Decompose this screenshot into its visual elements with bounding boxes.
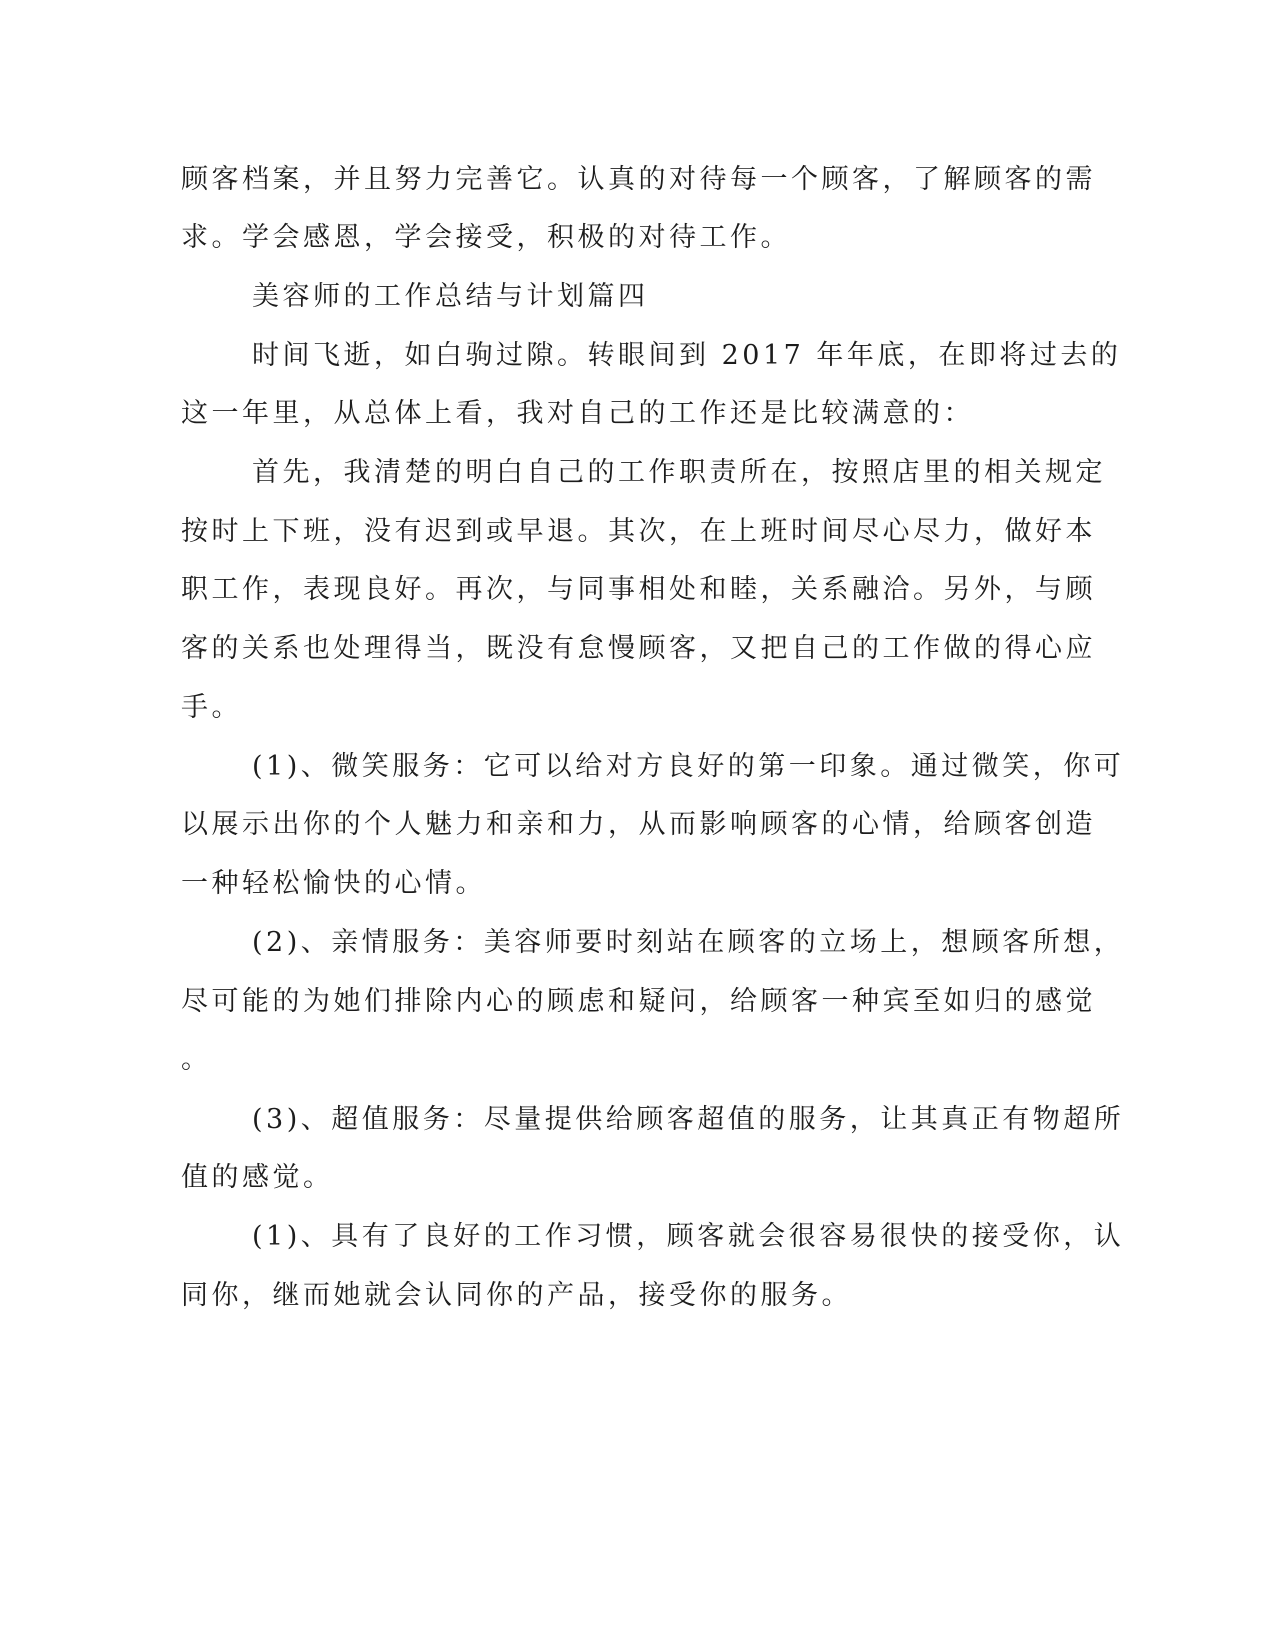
text-line: 值的感觉。 [181,1162,334,1193]
list-item: (3)、超值服务：尽量提供给顾客超值的服务，让其真正有物超所 [252,1104,1125,1135]
section-heading: 美容师的工作总结与计划篇四 [252,281,649,312]
list-item: (1)、微笑服务：它可以给对方良好的第一印象。通过微笑，你可 [252,751,1125,782]
text-line: 同你，继而她就会认同你的产品，接受你的服务。 [181,1280,852,1311]
text-line: 客的关系也处理得当，既没有怠慢顾客，又把自己的工作做的得心应 [181,633,1096,664]
text-line: 以展示出你的个人魅力和亲和力，从而影响顾客的心情，给顾客创造 [181,809,1096,840]
text-line: 时间飞逝，如白驹过隙。转眼间到 2017 年年底，在即将过去的 [252,340,1122,371]
text-line: 这一年里，从总体上看，我对自己的工作还是比较满意的： [181,398,974,429]
text-line: 首先，我清楚的明白自己的工作职责所在，按照店里的相关规定 [252,457,1106,488]
text-line: 顾客档案，并且努力完善它。认真的对待每一个顾客，了解顾客的需 [181,164,1096,195]
text-line: 尽可能的为她们排除内心的顾虑和疑问，给顾客一种宾至如归的感觉 [181,986,1096,1017]
list-item: (2)、亲情服务：美容师要时刻站在顾客的立场上，想顾客所想， [252,927,1125,958]
text-line: 手。 [181,692,242,723]
text-line: 一种轻松愉快的心情。 [181,868,486,899]
text-line: 职工作，表现良好。再次，与同事相处和睦，关系融洽。另外，与顾 [181,574,1096,605]
text-line: 按时上下班，没有迟到或早退。其次，在上班时间尽心尽力，做好本 [181,516,1096,547]
list-item: (1)、具有了良好的工作习惯，顾客就会很容易很快的接受你，认 [252,1221,1125,1252]
text-line: 求。学会感恩，学会接受，积极的对待工作。 [181,222,791,253]
text-line: 。 [181,1044,212,1075]
